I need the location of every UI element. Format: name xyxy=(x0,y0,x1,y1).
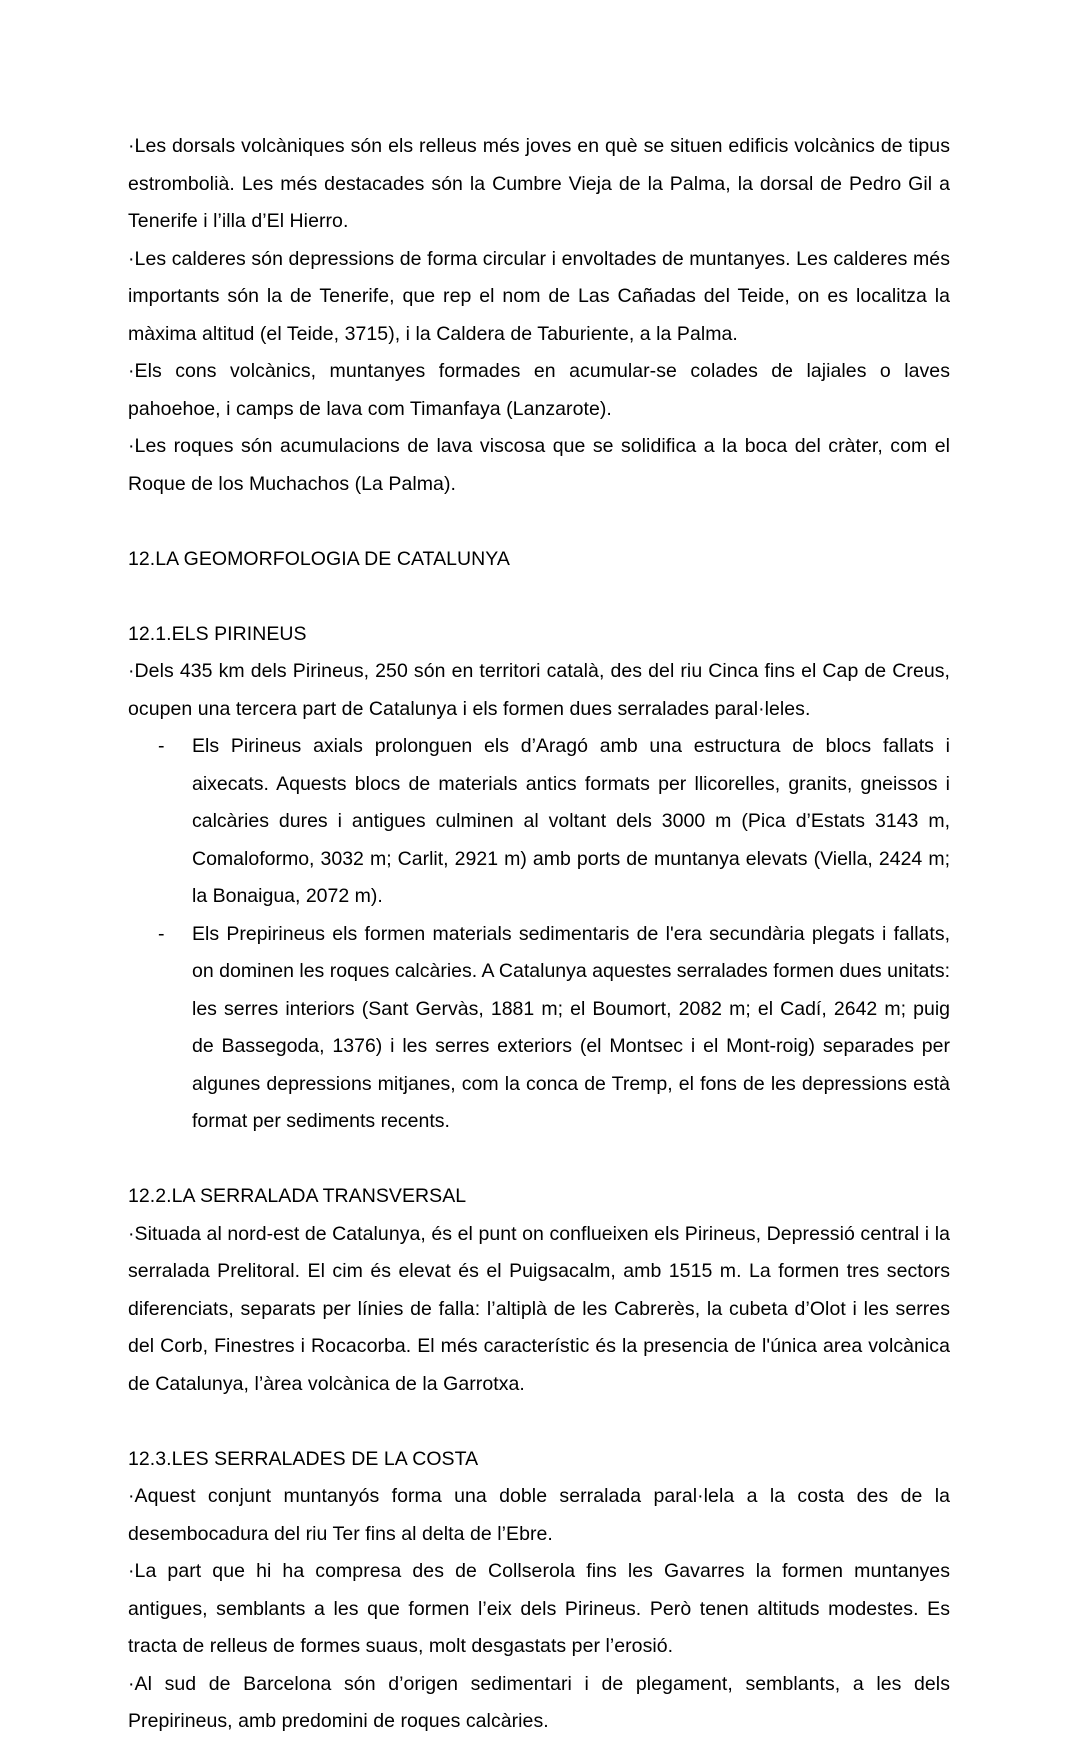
paragraph-costa-1: ·Aquest conjunt muntanyós forma una doble serralada paral·lela a la costa des de la desembocadura del riu Ter fins al delta de l’Ebre. xyxy=(128,1485,950,1545)
dash-marker-icon: - xyxy=(158,735,165,757)
dash-marker-icon: - xyxy=(158,922,165,945)
document-body xyxy=(128,128,950,1741)
spacer xyxy=(128,578,950,616)
paragraph-pirineus-intro: ·Dels 435 km dels Pirineus, 250 són en territori català, des del riu Cinca fins el Cap de Creus, ocupen una tercera part de Catalunya i els formen dues serralades paral·leles. xyxy=(128,660,950,720)
paragraph-costa-3: ·Al sud de Barcelona són d’origen sedimentari i de plegament, semblants, a les dels Prepirineus, amb predomini de roques calcàries. xyxy=(128,1672,950,1732)
paragraph-volcanic-cones: ·Els cons volcànics, muntanyes formades en acumular-se colades de lajiales o laves pahoehoe, i camps de lava com Timanfaya (Lanzarote). xyxy=(128,360,950,420)
paragraph-costa-2: ·La part que hi ha compresa des de Collserola fins les Gavarres la formen muntanyes antigues, semblants a les que formen l’eix dels Pirineus. Però tenen altituds modestes. Es tracta de relleus de formes suaus, molt desgastats per l’erosió. xyxy=(128,1560,950,1657)
list-item xyxy=(128,728,950,916)
paragraph-rocks: ·Les roques són acumulacions de lava viscosa que se solidifica a la boca del cràter, com el Roque de los Muchachos (La Palma). xyxy=(128,435,950,495)
pirineus-list xyxy=(128,728,950,1141)
spacer xyxy=(128,503,950,541)
spacer xyxy=(128,1403,950,1441)
paragraph-calderas: ·Les calderes són depressions de forma circular i envoltades de muntanyes. Les calderes més importants són la de Tenerife, que rep el nom de Las Cañadas del Teide, on es localitza la màxima altitud (el Teide, 3715), i la Caldera de Taburiente, a la Palma. xyxy=(128,247,950,345)
heading-els-pirineus: 12.1.ELS PIRINEUS xyxy=(128,622,307,645)
heading-geomorfologia-catalunya: 12.LA GEOMORFOLOGIA DE CATALUNYA xyxy=(128,547,510,570)
list-item-text: Els Pirineus axials prolonguen els d’Aragó amb una estructura de blocs fallats i aixecats. Aquests blocs de materials antics formats per llicorelles, granits, gneissos i calcàries dures i antigues culminen al voltant dels 3000 m (Pica d’Estats 3143 m, Comaloformo, 3032 m; Carlit, 2921 m) amb ports de muntanya elevats (Viella, 2424 m; la Bonaigua, 2072 m). xyxy=(192,735,950,907)
paragraph-serralada-transversal: ·Situada al nord-est de Catalunya, és el punt on conflueixen els Pirineus, Depressió central i la serralada Prelitoral. El cim és elevat és el Puigsacalm, amb 1515 m. La formen tres sectors diferenciats, separats per línies de falla: l’altiplà de les Cabrerès, la cubeta d’Olot i les serres del Corb, Finestres i Rocacorba. El més característic és la presencia de l'única area volcànica de Catalunya, l’àrea volcànica de la Garrotxa. xyxy=(128,1222,950,1395)
heading-serralada-transversal: 12.2.LA SERRALADA TRANSVERSAL xyxy=(128,1185,467,1207)
spacer xyxy=(128,1141,950,1179)
heading-serralades-costa: 12.3.LES SERRALADES DE LA COSTA xyxy=(128,1447,479,1470)
paragraph-volcanic-ridges: ·Les dorsals volcàniques són els relleus més joves en què se situen edificis volcànics de tipus estrombolià. Les més destacades són la Cumbre Vieja de la Palma, la dorsal de Pedro Gil a Tenerife i l’illa d’El Hierro. xyxy=(128,135,950,232)
list-item-text: Els Prepirineus els formen materials sedimentaris de l'era secundària plegats i fallats, on dominen les roques calcàries. A Catalunya aquestes serralades formen dues unitats: les serres interiors (Sant Gervàs, 1881 m; el Boumort, 2082 m; el Cadí, 2642 m; puig de Bassegoda, 1376) i les serres exteriors (el Montsec i el Mont-roig) separades per algunes depressions mitjanes, com la conca de Tremp, el fons de les depressions està format per sediments recents. xyxy=(192,922,950,1132)
list-item xyxy=(128,916,950,1141)
